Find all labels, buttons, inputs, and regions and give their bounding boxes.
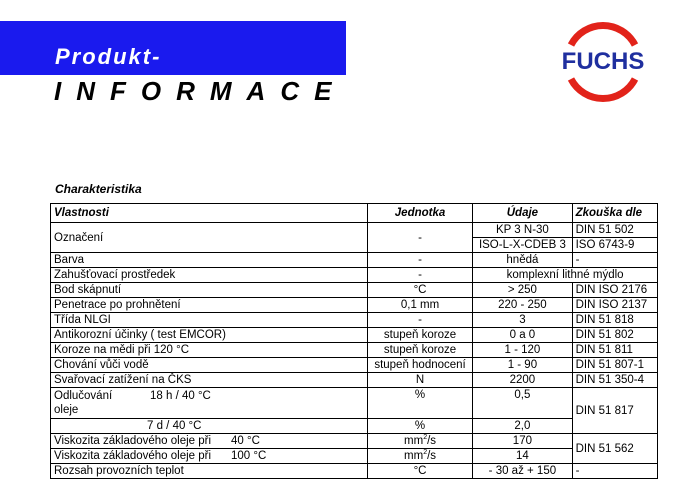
characteristics-table	[50, 203, 658, 479]
row-test: DIN ISO 2176	[572, 283, 657, 298]
row-value: 2200	[473, 373, 572, 388]
table-row-viskozita-100	[51, 449, 658, 464]
row-test: DIN 51 802	[572, 328, 657, 343]
row-label: Svařovací zatížení na ČKS	[51, 373, 368, 388]
row-label: Označení	[51, 223, 368, 253]
row-unit: 0,1 mm	[367, 298, 472, 313]
row-unit: -	[367, 253, 472, 268]
row-label: Bod skápnutí	[51, 283, 368, 298]
row-unit: $mm^2/s$	[367, 449, 472, 464]
row-label-cell	[51, 449, 368, 464]
header-udaje: Údaje	[473, 204, 572, 223]
row-value: 0,5	[473, 388, 572, 419]
row-test: DIN 51 350-4	[572, 373, 657, 388]
row-label: Třída NLGI	[51, 313, 368, 328]
row-label: Barva	[51, 253, 368, 268]
table-header-row	[51, 204, 658, 223]
row-test: DIN 51 502	[572, 223, 657, 238]
row-value: 220 - 250	[473, 298, 572, 313]
table-row-koroze	[51, 343, 658, 358]
row-condition: 7 d / 40 °C	[51, 419, 368, 434]
row-label: Koroze na mědi při 120 °C	[51, 343, 368, 358]
row-value: komplexní lithné mýdlo	[473, 268, 658, 283]
row-value: > 250	[473, 283, 572, 298]
row-test: ISO 6743-9	[572, 238, 657, 253]
row-unit: stupeň hodnocení	[367, 358, 472, 373]
row-label-cell	[51, 388, 368, 419]
row-test: DIN ISO 2137	[572, 298, 657, 313]
table-row-bod	[51, 283, 658, 298]
row-unit: -	[367, 313, 472, 328]
title-line-informace: INFORMACE	[54, 76, 347, 106]
row-value: ISO-L-X-CDEB 3	[473, 238, 572, 253]
title-line-produkt: Produkt-	[55, 44, 162, 69]
table-row-penetrace	[51, 298, 658, 313]
row-test: DIN 51 817	[572, 388, 657, 434]
row-value: 0 a 0	[473, 328, 572, 343]
row-unit: stupeň koroze	[367, 328, 472, 343]
row-value: KP 3 N-30	[473, 223, 572, 238]
row-unit: -	[367, 223, 472, 253]
row-value: 2,0	[473, 419, 572, 434]
table-row-odlucovani	[51, 388, 658, 419]
row-unit: %	[367, 388, 472, 419]
row-unit: °C	[367, 283, 472, 298]
table-row-rozsah	[51, 464, 658, 479]
row-test: DIN 51 818	[572, 313, 657, 328]
row-value: - 30 až + 150	[473, 464, 572, 479]
row-unit: N	[367, 373, 472, 388]
header-zkouska: Zkouška dle	[572, 204, 657, 223]
row-value: 170	[473, 434, 572, 449]
table-row-oznaceni	[51, 223, 658, 238]
table-row-svarovaci	[51, 373, 658, 388]
row-label: Chování vůči vodě	[51, 358, 368, 373]
header-jednotka: Jednotka	[367, 204, 472, 223]
row-test: DIN 51 811	[572, 343, 657, 358]
row-test: -	[572, 253, 657, 268]
row-label: Viskozita základového oleje při	[54, 450, 212, 462]
row-label: Zahušťovací prostředek	[51, 268, 368, 283]
row-value: 1 - 90	[473, 358, 572, 373]
row-unit: $mm^2/s$	[367, 434, 472, 449]
row-unit: °C	[367, 464, 472, 479]
table-row-chovani	[51, 358, 658, 373]
logo-arc-top	[571, 25, 635, 45]
row-value: hnědá	[473, 253, 572, 268]
table-row-antikorozni	[51, 328, 658, 343]
title-banner	[0, 21, 346, 75]
section-heading: Charakteristika	[55, 182, 142, 196]
row-unit: %	[367, 419, 472, 434]
table-row-zahustovaci	[51, 268, 658, 283]
row-value: 1 - 120	[473, 343, 572, 358]
logo-text: FUCHS	[561, 48, 645, 75]
header-vlastnosti: Vlastnosti	[51, 204, 368, 223]
row-unit: -	[367, 268, 472, 283]
row-label: Rozsah provozních teplot	[51, 464, 368, 479]
row-label: Antikorozní účinky ( test EMCOR)	[51, 328, 368, 343]
table-row-viskozita-40	[51, 434, 658, 449]
table-row-trida	[51, 313, 658, 328]
row-unit: stupeň koroze	[367, 343, 472, 358]
row-label-cell	[51, 434, 368, 449]
row-value: 3	[473, 313, 572, 328]
row-label: Odlučování	[54, 390, 113, 402]
fuchs-logo	[547, 15, 659, 109]
row-test: -	[572, 464, 657, 479]
row-label: Penetrace po prohnětení	[51, 298, 368, 313]
table-row-odlucovani-2	[51, 419, 658, 434]
row-temperature: 100 °C	[231, 450, 267, 462]
logo-arc-bottom	[571, 79, 635, 99]
row-condition: 18 h / 40 °C	[150, 390, 211, 402]
row-temperature: 40 °C	[231, 435, 260, 447]
row-test: DIN 51 807-1	[572, 358, 657, 373]
row-test: DIN 51 562	[572, 434, 657, 464]
row-label-cont: oleje	[54, 404, 79, 416]
row-label: Viskozita základového oleje při	[54, 435, 212, 447]
row-value: 14	[473, 449, 572, 464]
table-row-barva	[51, 253, 658, 268]
